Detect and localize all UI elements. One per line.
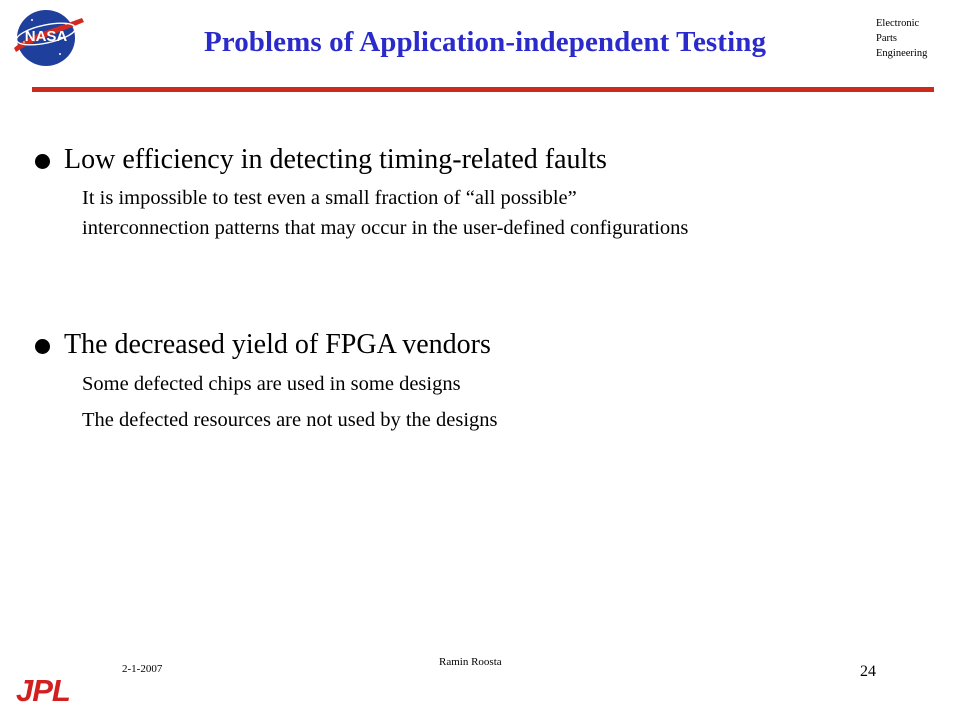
jpl-logo-text: JPL bbox=[16, 673, 70, 706]
bullet-dot bbox=[35, 154, 50, 169]
bullet-subline: It is impossible to test even a small fraction of “all possible” bbox=[82, 187, 577, 209]
header-rule bbox=[32, 87, 934, 92]
slide-title: Problems of Application-independent Testing bbox=[203, 26, 767, 58]
department-line-3: Engineering bbox=[876, 48, 928, 59]
bullet-heading: The decreased yield of FPGA vendors bbox=[64, 329, 491, 360]
bullet-subline: interconnection patterns that may occur in the user-defined configurations bbox=[82, 217, 689, 239]
department-label bbox=[876, 16, 927, 61]
nasa-logo-text: NASA bbox=[24, 28, 68, 45]
bullet-heading: Low efficiency in detecting timing-related faults bbox=[64, 144, 607, 175]
department-line-1: Electronic bbox=[876, 18, 920, 29]
page-number: 24 bbox=[860, 663, 876, 680]
department-line-2: Parts bbox=[876, 33, 897, 44]
jpl-logo bbox=[14, 672, 86, 706]
bullet-subline: Some defected chips are used in some designs bbox=[82, 373, 461, 395]
footer-author: Ramin Roosta bbox=[439, 656, 502, 668]
nasa-logo bbox=[10, 4, 86, 68]
bullet-dot bbox=[35, 339, 50, 354]
footer-date: 2-1-2007 bbox=[122, 663, 163, 675]
bullet-subline: The defected resources are not used by the designs bbox=[82, 409, 498, 431]
